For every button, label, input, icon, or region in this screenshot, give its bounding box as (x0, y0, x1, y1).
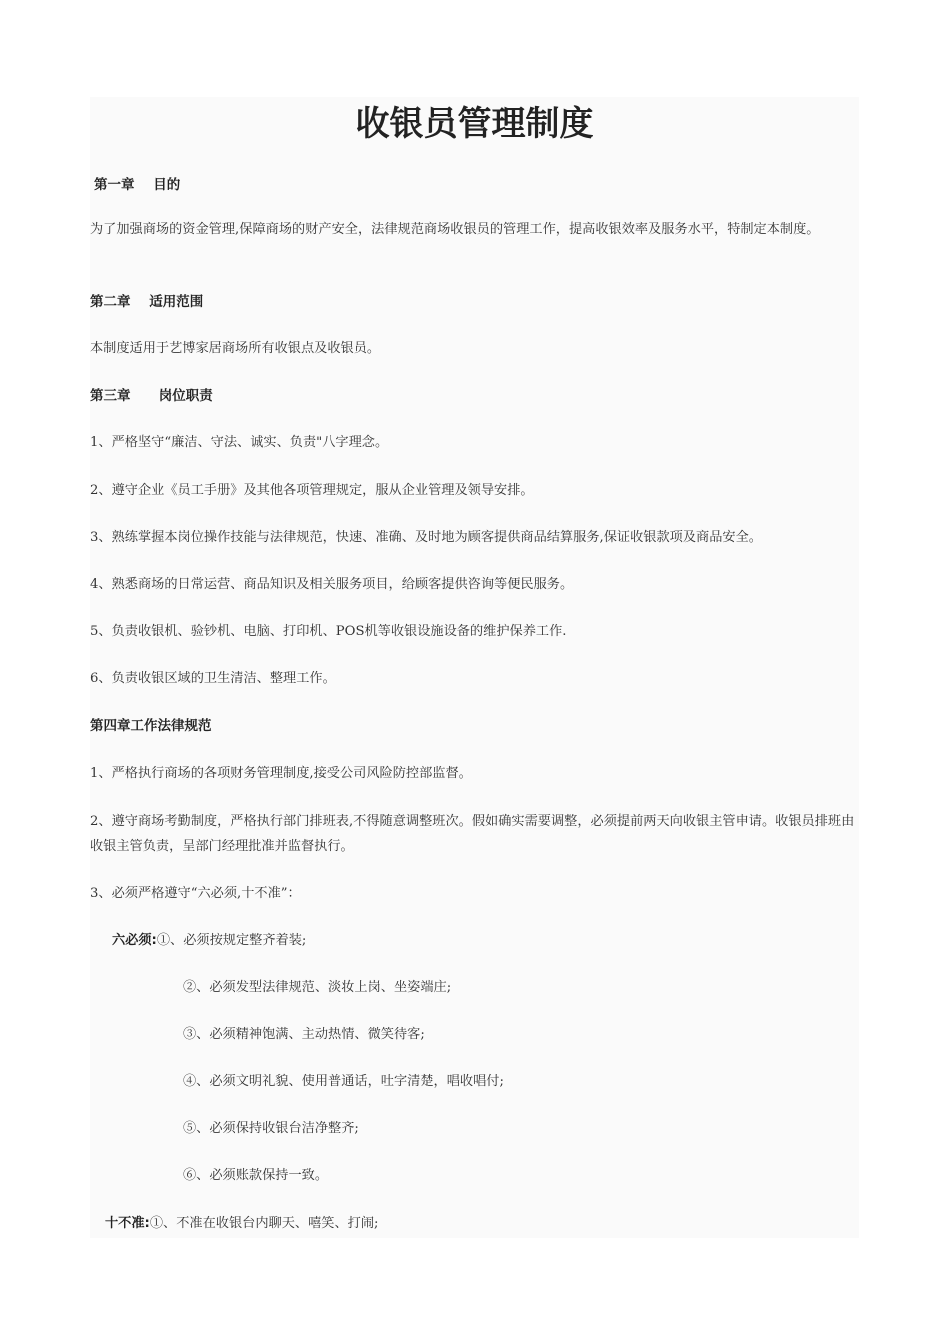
six-must-label: 六必须: (112, 933, 157, 948)
chapter3-heading: 第三章 岗位职责 (90, 388, 213, 404)
chapter3-item: 1、严格坚守“廉洁、守法、诚实、负责"八字理念。 (90, 435, 389, 450)
six-must-item: ②、必须发型法律规范、淡妆上岗、坐姿端庄; (183, 980, 452, 995)
six-must-item: ⑤、必须保持收银台洁净整齐; (183, 1121, 359, 1136)
six-must-item: ⑥、必须账款保持一致。 (183, 1168, 329, 1183)
document-page (90, 97, 859, 1238)
chapter1-heading: 第一章 目的 (94, 177, 181, 193)
ten-not-row (105, 1214, 378, 1234)
chapter1-text: 为了加强商场的资金管理,保障商场的财产安全，法律规范商场收银员的管理工作，提高收银效率及服务水平，特制定本制度。 (90, 222, 820, 237)
chapter3-item: 6、负责收银区域的卫生清洁、整理工作。 (90, 671, 336, 686)
chapter4-item: 1、严格执行商场的各项财务管理制度,接受公司风险防控部监督。 (90, 766, 472, 781)
chapter4-item: 3、必须严格遵守“六必须,十不准”： (90, 886, 301, 901)
ten-not-item: ①、不准在收银台内聊天、嘻笑、打闹; (149, 1216, 379, 1231)
chapter3-item: 4、熟悉商场的日常运营、商品知识及相关服务项目，给顾客提供咨询等便民服务。 (90, 577, 574, 592)
chapter2-text: 本制度适用于艺博家居商场所有收银点及收银员。 (90, 341, 381, 356)
six-must-item: ④、必须文明礼貌、使用普通话，吐字清楚，唱收唱付; (183, 1074, 504, 1089)
ten-not-label: 十不准: (105, 1216, 150, 1231)
chapter4-heading: 第四章工作法律规范 (90, 718, 212, 734)
chapter2-heading: 第二章 适用范围 (90, 294, 204, 310)
six-must-item: ①、必须按规定整齐着装; (156, 933, 307, 948)
six-must-row (112, 931, 306, 951)
chapter3-item: 3、熟练掌握本岗位操作技能与法律规范，快速、准确、及时地为顾客提供商品结算服务,保证收银款项及商品安全。 (90, 530, 762, 545)
chapter3-item: 5、负责收银机、验钞机、电脑、打印机、POS机等收银设施设备的维护保养工作. (90, 624, 567, 639)
document-title: 收银员管理制度 (355, 104, 594, 144)
chapter3-item: 2、遵守企业《员工手册》及其他各项管理规定，服从企业管理及领导安排。 (90, 483, 534, 498)
chapter4-item: 2、遵守商场考勤制度，严格执行部门排班表,不得随意调整班次。假如确实需要调整，必须提前两天向收银主管申请。收银员排班由收银主管负责，呈部门经理批准并监督执行。 (90, 814, 855, 854)
six-must-item: ③、必须精神饱满、主动热情、微笑待客; (183, 1027, 425, 1042)
